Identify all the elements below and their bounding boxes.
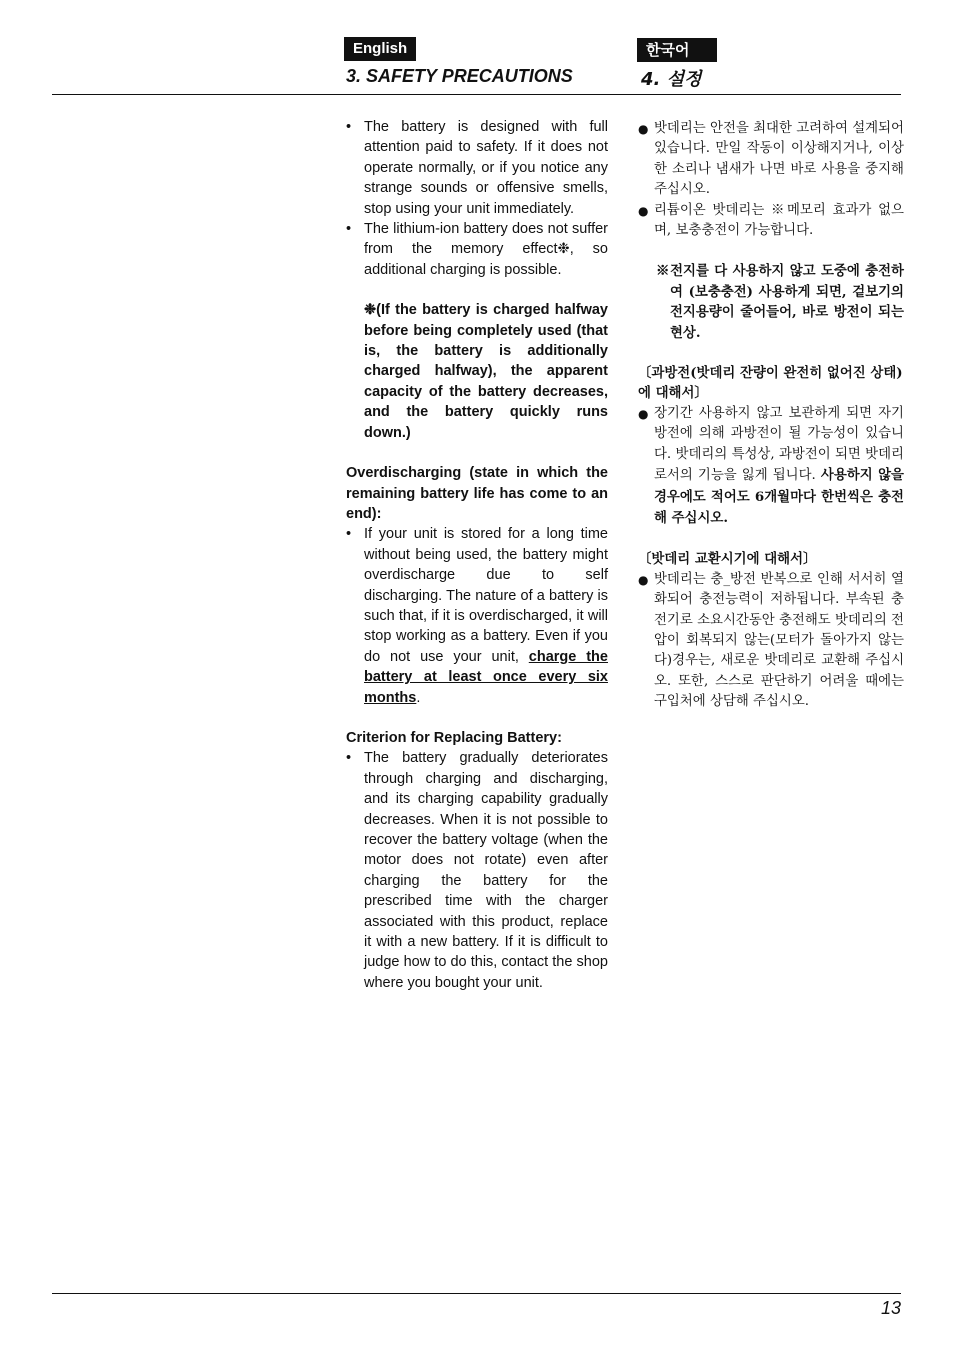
language-tag-english: English	[344, 37, 416, 61]
english-bullet-safety: • The battery is designed with full attention paid to safety. If it does not operate normally, or if you notice any strange sounds or offensive smells, stop using your unit immediately.	[346, 117, 608, 219]
section-title-english: 3. SAFETY PRECAUTIONS	[346, 66, 573, 86]
overdischarge-period: .	[416, 689, 421, 706]
korean-overdischarge-text: 장기간 사용하지 않고 보관하게 되면 자기방전에 의해 과방전이 될 가능성이 있습니다. 밧데리의 특성상, 과방전이 되면 밧데리로서의 기능을 잃게 됩니다.	[654, 405, 904, 484]
english-overdischarge-heading: Overdischarging (state in which the remaining battery life has come to an end):	[346, 465, 608, 522]
footer-divider	[52, 1293, 901, 1294]
overdischarge-emphasis: charge the battery at least once every six months	[364, 648, 608, 706]
english-overdischarge-bullet	[346, 524, 608, 708]
english-replace-bullet: • The battery gradually deteriorates through charging and discharging, and its charging capability gradually decreases. When it is not possible to recover the battery voltage (when the motor does not rotate) even after charging the battery for the prescribed time with the charger associated with this product, replace it with a new battery. If it is difficult to judge how to do this, contact the shop where you bought your unit.	[346, 748, 608, 993]
english-column	[346, 117, 608, 993]
korean-replace-bullet: ● 밧데리는 충_방전 반복으로 인해 서서히 열화되어 충전능력이 저하됩니다. 부속된 충전기로 소요시간동안 충전해도 밧데리의 전압이 회복되지 않는(모터가 돌아가지 않는다)경우는, 새로운 밧데리로 교환해 주십시오. 또한, 스스로 판단하기 어려울 때에는 구입처에 상담해 주십시오.	[638, 570, 904, 713]
korean-bullet-safety: ● 밧데리는 안전을 최대한 고려하여 설계되어 있습니다. 만일 작동이 이상해지거나, 이상한 소리나 냄새가 나면 바로 사용을 중지해 주십시오.	[638, 119, 904, 201]
section-title-korean: 4. 설정	[641, 69, 702, 90]
english-replace-heading: Criterion for Replacing Battery:	[346, 729, 562, 746]
korean-bullet-memory-effect: ● 리튬이온 밧데리는 ※메모리 효과가 없으며, 보충충전이 가능합니다.	[638, 201, 904, 242]
korean-replace-heading: 〔밧데리 교환시기에 대해서〕	[638, 551, 817, 568]
korean-overdischarge-bullet	[638, 404, 904, 529]
language-tag-korean: 한국어	[637, 38, 717, 62]
header-divider	[52, 94, 901, 95]
korean-overdischarge-heading: 〔과방전(밧데리 잔량이 완전히 없어진 상태)에 대해서〕	[638, 365, 903, 402]
page-number: 13	[880, 1298, 901, 1318]
korean-memory-effect-note: ※전지를 다 사용하지 않고 도중에 충전하여 (보충충전) 사용하게 되면, 겉보기의 전지용량이 줄어들어, 바로 방전이 되는 현상.	[656, 263, 904, 341]
english-memory-effect-note: ❉(If the battery is charged halfway before being completely used (that is, the battery is additionally charged halfway), the apparent capacity of the battery decreases, and the battery quickly runs down.)	[364, 302, 608, 441]
korean-column	[638, 119, 904, 713]
overdischarge-text: If your unit is stored for a long time without being used, the battery might overdischarge due to self discharging. The nature of a battery is such that, if it is overdischarged, it will stop working as a battery. Even if you do not use your unit,	[364, 526, 608, 665]
english-bullet-memory-effect: • The lithium-ion battery does not suffer from the memory effect❉, so additional charging is possible.	[346, 219, 608, 280]
korean-overdischarge-emphasis: 사용하지 않을 경우에도 적어도 6개월마다 한번씩은 충전해 주십시오.	[654, 467, 904, 526]
